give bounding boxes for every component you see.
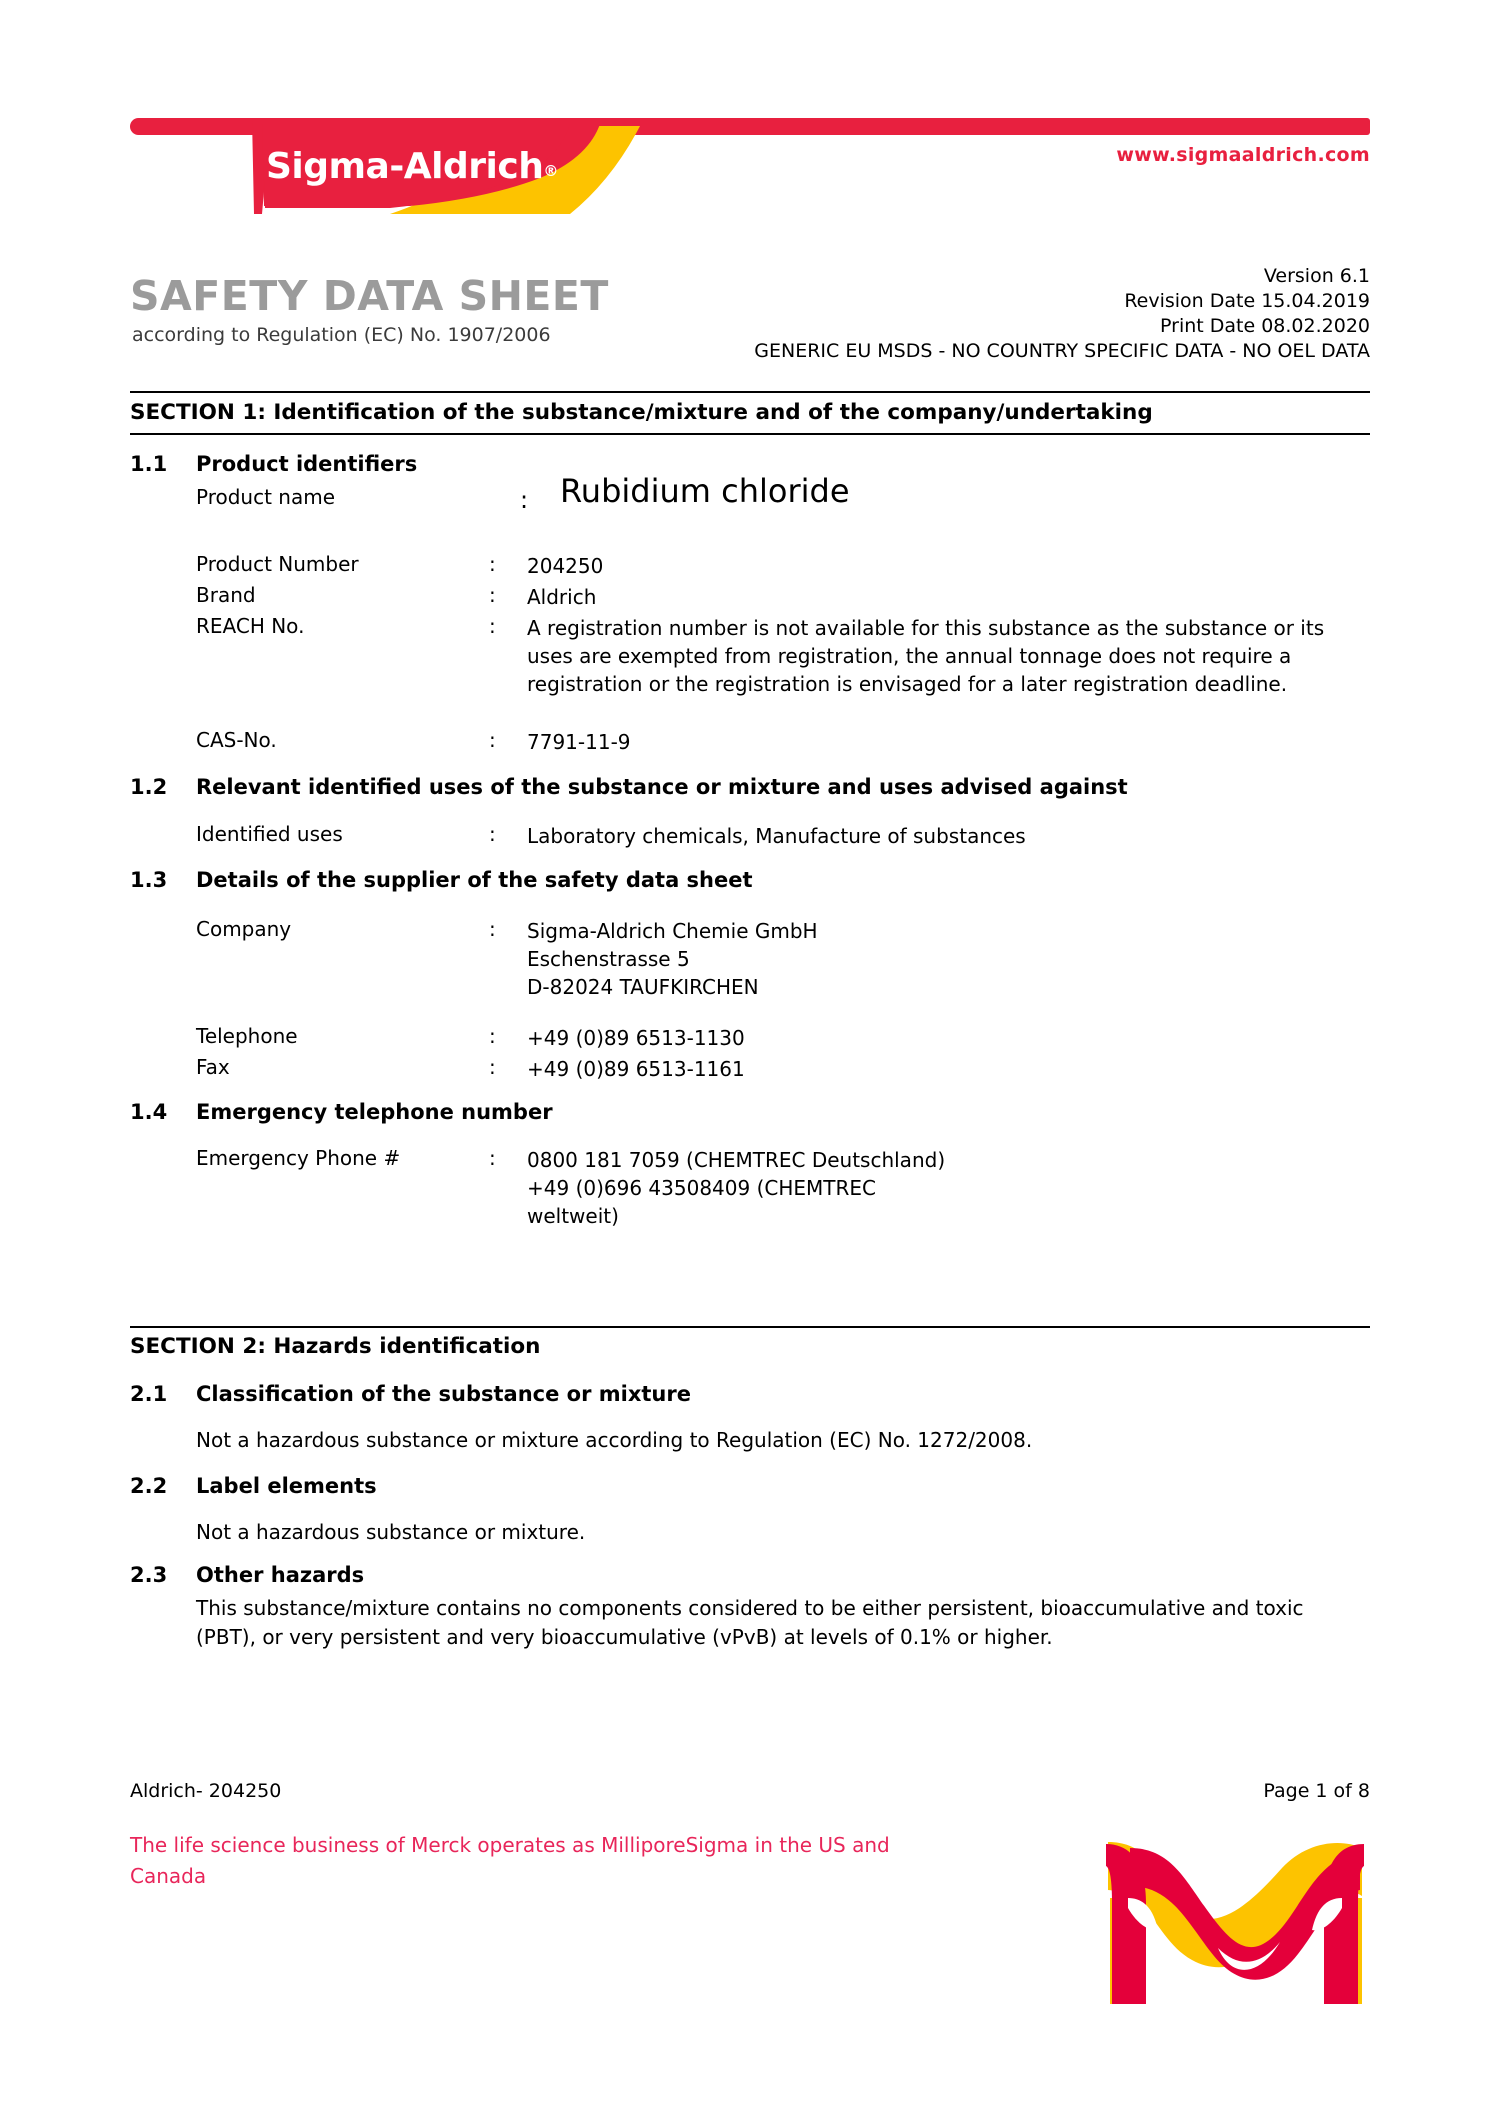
identified-uses-value: Laboratory chemicals, Manufacture of substances — [527, 824, 1026, 848]
company-label: Company — [196, 917, 292, 941]
subsection-1-4-title: Emergency telephone number — [196, 1100, 553, 1124]
subsection-2-3-body: This substance/mixture contains no components considered to be either persistent, bioaccumulative and toxic (PBT), or very persistent and very bioaccumulative (vPvB) at levels of 0.1% or higher. — [196, 1596, 1304, 1649]
reach-no-colon: : — [489, 614, 496, 638]
fax-value: +49 (0)89 6513-1161 — [527, 1057, 745, 1081]
subsection-1-2-title: Relevant identified uses of the substance or mixture and uses advised against — [196, 775, 1128, 799]
subsection-2-3-number: 2.3 — [130, 1563, 168, 1587]
company-address-line-2: Eschenstrasse 5 — [527, 947, 690, 971]
sigma-aldrich-wordmark-text: Sigma-Aldrich — [266, 146, 544, 187]
subsection-2-2-body: Not a hazardous substance or mixture. — [196, 1520, 586, 1544]
telephone-label: Telephone — [196, 1024, 298, 1048]
subsection-1-4-number: 1.4 — [130, 1100, 168, 1124]
data-scope-text: GENERIC EU MSDS - NO COUNTRY SPECIFIC DATA - NO OEL DATA — [754, 340, 1370, 362]
revision-date-text: Revision Date 15.04.2019 — [1124, 290, 1370, 312]
subsection-2-2-number: 2.2 — [130, 1474, 168, 1498]
identified-uses-label: Identified uses — [196, 822, 343, 846]
subsection-1-1-number: 1.1 — [130, 452, 168, 476]
company-address-line-1: Sigma-Aldrich Chemie GmbH — [527, 919, 818, 943]
merck-logo — [1100, 1838, 1370, 2008]
page-header — [130, 112, 1370, 222]
section-1-heading: SECTION 1: Identification of the substance/mixture and of the company/undertaking — [130, 400, 1153, 425]
company-address — [527, 917, 818, 1001]
subsection-2-3-title: Other hazards — [196, 1563, 365, 1587]
emergency-phone-line-1: 0800 181 7059 (CHEMTREC Deutschland) — [527, 1148, 946, 1172]
emergency-phone-colon: : — [489, 1146, 496, 1170]
website-url[interactable]: www.sigmaaldrich.com — [1116, 144, 1370, 166]
header-divider-rule — [130, 391, 1370, 393]
footer-page-number: Page 1 of 8 — [1263, 1780, 1370, 1802]
section-2-heading: SECTION 2: Hazards identification — [130, 1334, 541, 1359]
product-name-colon: : — [520, 486, 529, 514]
version-text: Version 6.1 — [1263, 265, 1370, 287]
product-name-label: Product name — [196, 485, 336, 509]
sigma-aldrich-logo — [240, 118, 640, 220]
telephone-value: +49 (0)89 6513-1130 — [527, 1026, 745, 1050]
page-title: SAFETY DATA SHEET — [130, 272, 609, 320]
subsection-1-2-number: 1.2 — [130, 775, 168, 799]
emergency-phone-value — [527, 1146, 945, 1230]
company-colon: : — [489, 917, 496, 941]
footer-merck-note: The life science business of Merck operates as MilliporeSigma in the US and Canada — [130, 1833, 890, 1888]
brand-label: Brand — [196, 583, 256, 607]
section-2-divider-rule — [130, 1326, 1370, 1328]
product-number-colon: : — [489, 552, 496, 576]
registered-trademark-icon: ® — [543, 162, 558, 180]
reach-no-label: REACH No. — [196, 614, 305, 638]
footer-product-reference: Aldrich- 204250 — [130, 1780, 282, 1802]
product-number-label: Product Number — [196, 552, 359, 576]
subsection-2-2-title: Label elements — [196, 1474, 377, 1498]
subsection-1-3-number: 1.3 — [130, 868, 168, 892]
cas-no-value: 7791-11-9 — [527, 730, 631, 754]
regulation-subtitle: according to Regulation (EC) No. 1907/2006 — [132, 324, 551, 346]
subsection-1-3-title: Details of the supplier of the safety data sheet — [196, 868, 753, 892]
subsection-1-1-title: Product identifiers — [196, 452, 418, 476]
reach-no-value: A registration number is not available for this substance as the substance or its uses are exempted from registration, the annual tonnage does not require a registration or the registration is envisaged for a later registration deadline. — [527, 616, 1325, 696]
telephone-colon: : — [489, 1024, 496, 1048]
fax-label: Fax — [196, 1055, 230, 1079]
brand-value: Aldrich — [527, 585, 597, 609]
identified-uses-colon: : — [489, 822, 496, 846]
document-meta — [754, 264, 1370, 364]
subsection-2-1-title: Classification of the substance or mixture — [196, 1382, 691, 1406]
subsection-2-1-body: Not a hazardous substance or mixture according to Regulation (EC) No. 1272/2008. — [196, 1428, 1033, 1452]
fax-colon: : — [489, 1055, 496, 1079]
subsection-2-1-number: 2.1 — [130, 1382, 168, 1406]
product-name-value: Rubidium chloride — [560, 472, 850, 510]
sigma-aldrich-wordmark — [266, 146, 558, 187]
emergency-phone-label: Emergency Phone # — [196, 1146, 401, 1170]
merck-m-icon — [1100, 1838, 1370, 2008]
print-date-text: Print Date 08.02.2020 — [1160, 315, 1370, 337]
cas-no-label: CAS-No. — [196, 728, 277, 752]
emergency-phone-line-2: +49 (0)696 43508409 (CHEMTREC — [527, 1176, 876, 1200]
section-1-underline-rule — [130, 433, 1370, 435]
brand-colon: : — [489, 583, 496, 607]
emergency-phone-line-3: weltweit) — [527, 1204, 619, 1228]
product-number-value: 204250 — [527, 554, 604, 578]
company-address-line-3: D-82024 TAUFKIRCHEN — [527, 975, 759, 999]
cas-no-colon: : — [489, 728, 496, 752]
